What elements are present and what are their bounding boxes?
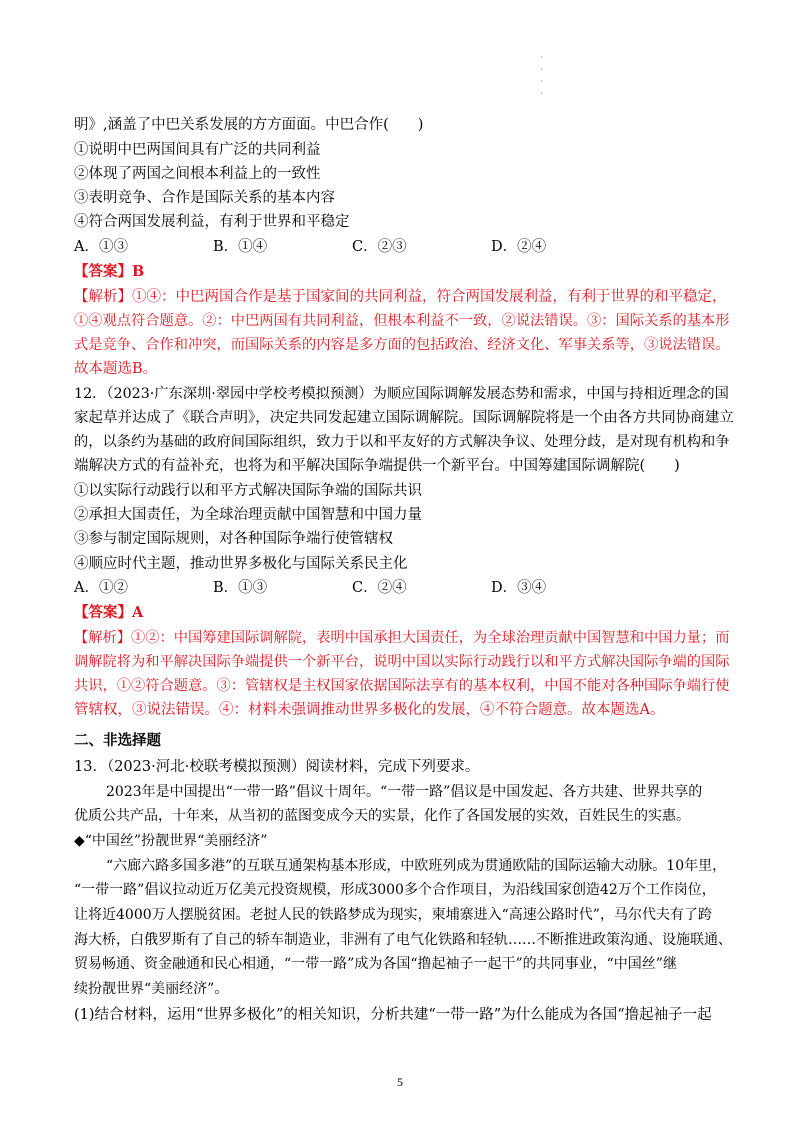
q12-option-c: C．②④ [352,580,407,596]
q11-option-c: C．②③ [352,239,407,255]
q13-material-p1-line2: 优质公共产品，十年来，从当初的蓝图变成今天的实景，化作了各国发展的实效，百姓民生的实惠。 [74,808,690,824]
q12-analysis-1: 【解析】①②：中国筹建国际调解院，表明中国承担大国责任，为全球治理贡献中国智慧和中国力量；而 [74,630,730,646]
q11-analysis-1: 【解析】①④：中巴两国合作是基于国家间的共同利益，符合两国发展利益，有利于世界的和平稳定， [74,289,727,305]
q12-answer: 【答案】A [74,604,144,621]
q11-option-b: B．①④ [213,239,268,255]
q12-option-d: D．③④ [491,580,547,596]
q12-analysis-4: 管辖权，③说法错误。④：材料未强调推动世界多极化的发展，④不符合题意。故本题选A。 [74,702,665,718]
q13-stem: 13．（2023·河北·校联考模拟预测）阅读材料，完成下列要求。 [74,759,480,775]
q12-item-3: ③参与制定国际规则，对各种国际争端行使管辖权 [74,531,393,547]
q13-material-p2-line1: “六廊六路多国多港”的互联互通架构基本形成，中欧班列成为贯通欧陆的国际运输大动脉。10年里， [106,858,727,874]
q12-stem-2: 家起草并达成了《联合声明》，决定共同发起建立国际调解院。国际调解院将是一个由各方共同协商建立 [74,410,734,426]
q12-stem-4: 端解决方式的有益补充，也将为和平解决国际争端提供一个新平台。中国筹建国际调解院( ) [74,458,680,474]
corner-dots: · · · · [540,53,543,99]
q11-option-a: A．①③ [74,239,128,255]
q11-item-2: ②体现了两国之间根本利益上的一致性 [74,166,321,182]
q11-option-d: D．②④ [491,239,547,255]
q11-item-1: ①说明中巴两国间具有广泛的共同利益 [74,142,321,158]
q13-material-bullet: ◆“中国丝”扮靓世界“美丽经济” [74,833,268,849]
q12-item-2: ②承担大国责任，为全球治理贡献中国智慧和中国力量 [74,507,422,523]
q11-item-4: ④符合两国发展利益，有利于世界和平稳定 [74,214,350,230]
q11-stem-tail: 明》,涵盖了中巴关系发展的方方面面。中巴合作( ) [74,117,424,133]
q12-stem-1: 12．（2023·广东深圳·翠园中学校考模拟预测）为顺应国际调解发展态势和需求，中国与持相近理念的国 [74,386,729,402]
q12-analysis-3: 共识，①②符合题意。③：管辖权是主权国家依据国际法享有的基本权利，中国不能对各种国际争端行使 [74,678,730,694]
q12-analysis-2: 调解院将为和平解决国际争端提供一个新平台，说明中国以实际行动践行以和平方式解决国际争端的国际 [74,654,730,670]
section-title: 二、非选择题 [74,732,161,749]
q11-analysis-4: 故本题选B。 [74,361,158,377]
q13-question-1: (1)结合材料，运用“世界多极化”的相关知识，分析共建“一带一路”为什么能成为各国“撸起袖子一起 [74,1007,712,1023]
q13-material-p2-line4: 海大桥，白俄罗斯有了自己的轿车制造业，非洲有了电气化铁路和轻轨……不断推进政策沟通、设施联通、 [74,932,732,948]
q13-material-p2-line5: 贸易畅通、资金融通和民心相通，“一带一路”成为各国“撸起袖子一起干”的共同事业，“中国丝”继 [74,956,677,972]
q13-material-p2-line6: 续扮靓世界“美丽经济”。 [74,981,229,997]
q11-analysis-3: 式是竞争、合作和冲突，而国际关系的内容是多方面的包括政治、经济文化、军事关系等，③说法错误。 [74,337,730,353]
q13-material-p2-line2: “一带一路”倡议拉动近万亿美元投资规模，形成3000多个合作项目，为沿线国家创造42万个工作岗位， [74,882,716,898]
q12-item-4: ④顺应时代主题，推动世界多极化与国际关系民主化 [74,556,408,572]
q13-material-p2-line3: 让将近4000万人摆脱贫困。老挝人民的铁路梦成为现实，柬埔寨进入“高速公路时代”，马尔代夫有了跨 [74,907,712,923]
q11-analysis-2: ①④观点符合题意。②：中巴两国有共同利益，但根本利益不一致，②说法错误。③：国际关系的基本形 [74,313,730,329]
q12-stem-3: 的，以条约为基础的政府间国际组织，致力于以和平友好的方式解决争议、处理分歧，是对现有机构和争 [74,434,730,450]
q11-answer: 【答案】B [74,263,145,280]
q12-option-a: A．①② [74,580,128,596]
q12-option-b: B．①③ [213,580,268,596]
q12-item-1: ①以实际行动践行以和平方式解决国际争端的国际共识 [74,483,422,499]
page-number: 5 [397,1075,403,1089]
q13-material-p1-line1: 2023年是中国提出“一带一路”倡议十周年。“一带一路”倡议是中国发起、各方共建、世界共享的 [106,784,703,800]
q11-item-3: ③表明竞争、合作是国际关系的基本内容 [74,190,335,206]
